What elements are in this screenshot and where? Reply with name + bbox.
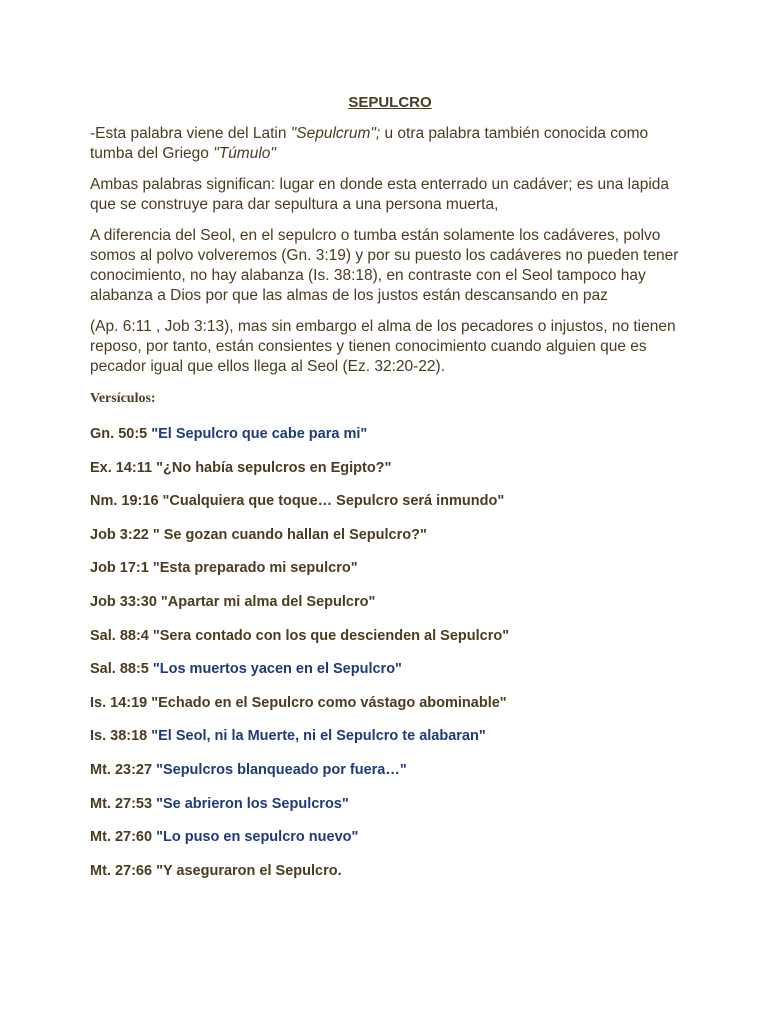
verse-ref: Mt. 23:27 [90,761,157,778]
verse-quote: "Echado en el Sepulcro como vástago abominable" [151,694,507,711]
paragraph-souls: (Ap. 6:11 , Job 3:13), mas sin embargo el alma de los pecadores o injustos, no tienen reposo, por tanto, están consientes y tienen conocimiento cuando alguien que es pecador igual que ellos llega al Seol (Ez. 32:20-22). [90,318,676,375]
verse-quote: "Se abrieron los Sepulcros" [156,795,349,812]
verse-quote: "El Seol, ni la Muerte, ni el Sepulcro te alabaran" [151,728,486,745]
verse-item [90,862,690,896]
verse-item [90,795,690,829]
latin-term: "Sepulcrum"; [290,125,381,142]
verse-quote: "Y aseguraron el Sepulcro. [156,862,342,879]
verse-list [90,425,690,895]
verse-ref: Mt. 27:60 [90,829,157,846]
verse-item [90,727,690,761]
verse-quote: "¿No había sepulcros en Egipto?" [156,459,392,476]
verse-item [90,459,690,493]
verse-ref: Job 33:30 [90,593,161,610]
verses-heading: Versículos: [90,391,156,406]
verse-item [90,828,690,862]
paragraph-meaning: Ambas palabras significan: lugar en donde esta enterrado un cadáver; es una lapida que se construye para dar sepultura a una persona muerta, [90,176,670,213]
verse-ref: Sal. 88:5 [90,661,153,678]
verse-ref: Job 3:22 [90,526,153,543]
verse-quote: "Sepulcros blanqueado por fuera…" [156,761,407,778]
document-page [90,94,690,895]
verse-item [90,694,690,728]
greek-term: "Túmulo" [213,145,276,162]
verse-quote: " Se gozan cuando hallan el Sepulcro?" [152,526,427,543]
verse-ref: Sal. 88:4 [90,627,153,644]
verse-quote: "El Sepulcro que cabe para mi" [151,426,368,442]
verse-ref: Is. 14:19 [90,694,152,711]
verse-item [90,593,690,627]
verse-item [90,425,690,459]
verse-item [90,660,690,694]
origin-text-1: -Esta palabra viene del Latin [90,125,291,142]
verse-item [90,761,690,795]
origin-text-2: u otra palabra también conocida como tumba del Griego [90,125,649,162]
page-title: SEPULCRO [348,94,432,111]
paragraph-contrast: A diferencia del Seol, en el sepulcro o tumba están solamente los cadáveres, polvo somos al polvo volveremos (Gn. 3:19) y por su puesto los cadáveres no pueden tener conocimiento, no hay alabanza (Is. 38:18), en contraste con el Seol tampoco hay alabanza a Dios por que las almas de los justos están descansando en paz [90,227,679,304]
verse-ref: Gn. 50:5 [90,426,152,442]
verse-item [90,526,690,560]
verse-item [90,627,690,661]
verse-quote: "Esta preparado mi sepulcro" [152,560,358,577]
verse-ref: Mt. 27:53 [90,795,157,812]
verse-ref: Is. 38:18 [90,728,152,745]
verse-quote: "Cualquiera que toque… Sepulcro será inmundo" [162,493,505,510]
paragraph-origin [90,124,690,164]
verse-quote: "Lo puso en sepulcro nuevo" [156,829,359,846]
verse-ref: Job 17:1 [90,560,153,577]
verse-item [90,559,690,593]
verse-quote: "Sera contado con los que descienden al Sepulcro" [152,627,510,644]
verse-quote: "Apartar mi alma del Sepulcro" [160,593,376,610]
verse-ref: Nm. 19:16 [90,493,163,510]
verse-item [90,492,690,526]
verse-ref: Mt. 27:66 [90,862,157,879]
verse-quote: "Los muertos yacen en el Sepulcro" [152,661,402,678]
verse-ref: Ex. 14:11 [90,459,157,476]
